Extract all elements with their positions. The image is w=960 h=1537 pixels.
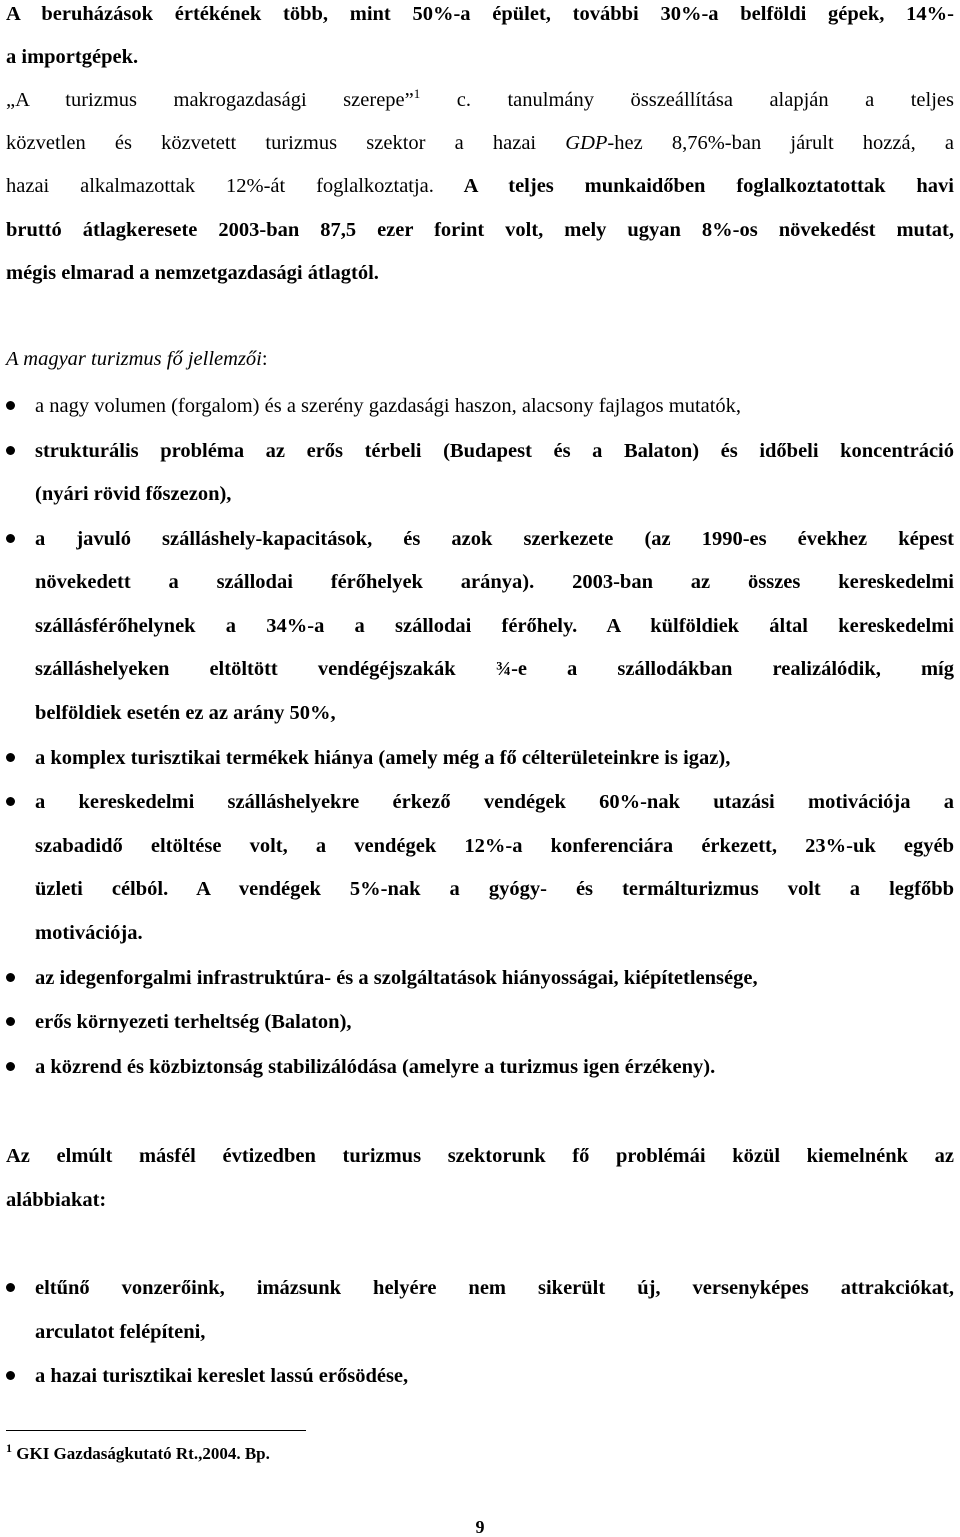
text-line: közvetlen és közvetett turizmus szektor a hazai GDP-hez 8,76%-ban járult hozzá, a: [6, 132, 954, 154]
footnote-text: GKI Gazdaságkutató Rt.,2004. Bp.: [12, 1444, 270, 1463]
footnote-reference: 1: [413, 86, 421, 101]
footnote-divider: [6, 1430, 306, 1431]
page-number: 9: [475, 1517, 485, 1537]
bullet-icon: [6, 534, 15, 543]
bullet-icon: [6, 446, 15, 455]
text-line: a importgépek.: [6, 46, 139, 68]
text-line: „A turizmus makrogazdasági szerepe”$^1$ c. tanulmány összeállítása alapján a teljes: [6, 86, 954, 111]
gdp-term: GDP: [565, 132, 608, 154]
bullet-icon: [6, 1062, 15, 1071]
text-line: mégis elmarad a nemzetgazdasági átlagtól.: [6, 262, 379, 284]
footnote-mark: 1: [6, 1441, 12, 1455]
text-line: Az elmúlt másfél évtizedben turizmus szektorunk fő problémái közül kiemelnénk az: [6, 1145, 954, 1167]
text-line: alábbiakat:: [6, 1189, 107, 1211]
bullet-icon: [6, 1283, 15, 1292]
footnote: [6, 1441, 954, 1464]
text-line: hazai alkalmazottak 12%-át foglalkoztatja. A teljes munkaidőben foglalkoztatottak havi: [6, 175, 954, 197]
bullet-icon: [6, 753, 15, 762]
bullet-icon: [6, 973, 15, 982]
text-line: bruttó átlagkeresete 2003-ban 87,5 ezer forint volt, mely ugyan 8%-os növekedést mutat,: [6, 219, 954, 241]
bullet-icon: [6, 401, 15, 410]
bullet-icon: [6, 1371, 15, 1380]
bullet-icon: [6, 797, 15, 806]
section-heading: A magyar turizmus fő jellemzői:: [6, 348, 268, 370]
bullet-icon: [6, 1017, 15, 1026]
text-line: A beruházások értékének több, mint 50%-a épület, további 30%-a belföldi gépek, 14%-: [6, 3, 954, 25]
